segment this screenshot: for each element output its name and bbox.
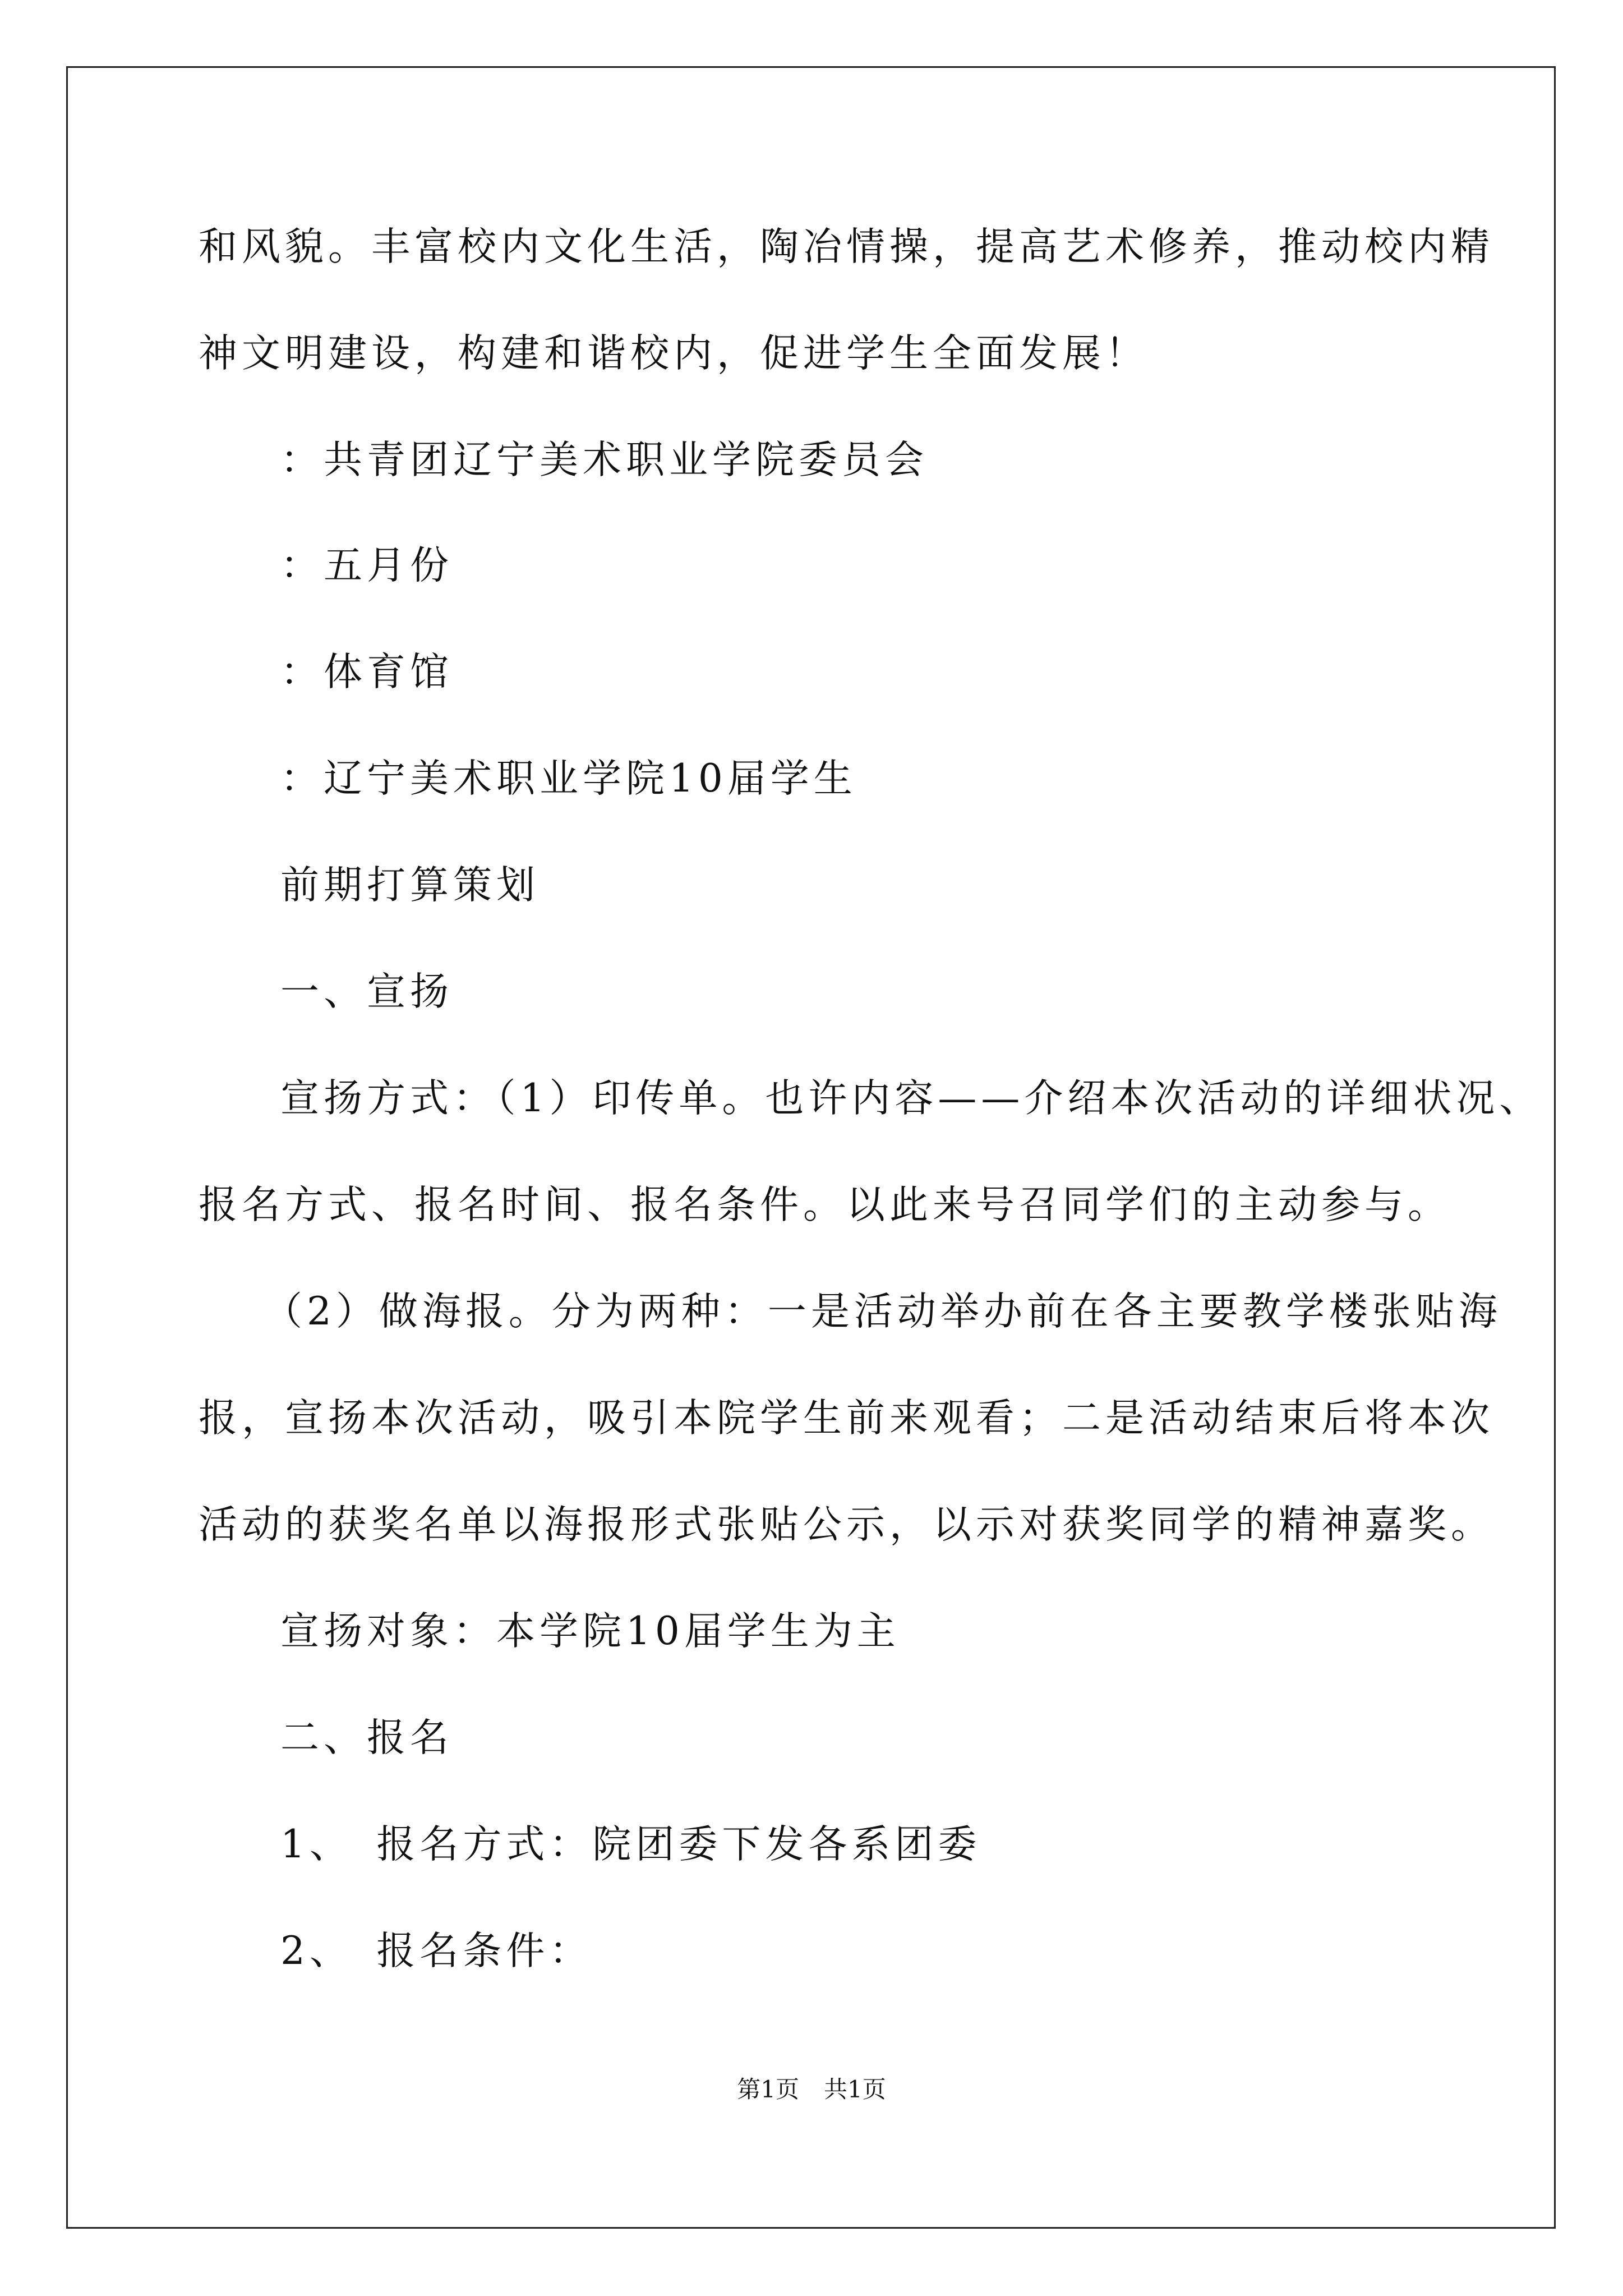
page-number-current: 第1页 [737,2076,799,2103]
section-heading-registration: 二、报名 [280,1715,453,1760]
organizer-line: ：共青团辽宁美术职业学院委员会 [280,438,928,482]
poster-line-1: （2）做海报。分为两种：一是活动举办前在各主要教学楼张贴海 [264,1289,1502,1334]
section-heading-publicity: 一、宣扬 [280,969,453,1014]
paragraph-line-1: 和风貌。丰富校内文化生活，陶冶情操，提高艺术修养，推动校内精 [199,224,1494,269]
registration-conditions-line: 2、 报名条件： [280,1929,593,1973]
page-footer [0,2076,1623,2104]
poster-line-2: 报，宣扬本次活动，吸引本院学生前来观看；二是活动结束后将本次 [199,1396,1494,1441]
paragraph-line-2: 神文明建设，构建和谐校内，促进学生全面发展！ [199,331,1149,376]
publicity-method-line-2: 报名方式、报名时间、报名条件。以此来号召同学们的主动参与。 [199,1182,1451,1227]
registration-method-line: 1、 报名方式：院团委下发各系团委 [280,1822,981,1867]
section-heading-planning: 前期打算策划 [280,863,540,908]
time-line: ：五月份 [280,543,453,588]
page-border [66,66,1556,2229]
page-number-total: 共1页 [824,2076,886,2103]
publicity-target-line: 宣扬对象：本学院10届学生为主 [280,1609,900,1654]
poster-line-3: 活动的获奖名单以海报形式张贴公示，以示对获奖同学的精神嘉奖。 [199,1502,1494,1547]
publicity-method-line-1: 宣扬方式：（1）印传单。也许内容——介绍本次活动的详细状况、 [280,1076,1543,1121]
location-line: ：体育馆 [280,650,453,694]
participants-line: ：辽宁美术职业学院10届学生 [280,756,857,801]
